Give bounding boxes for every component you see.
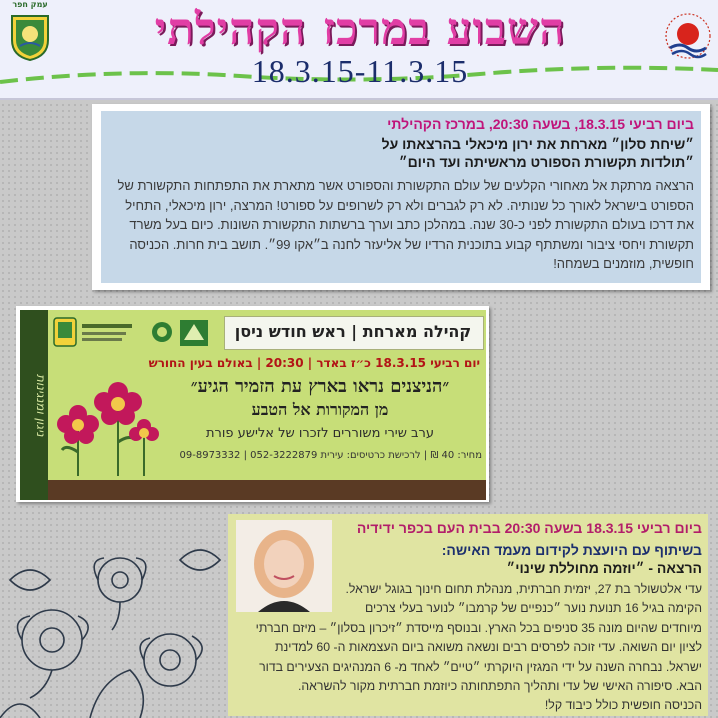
event2-ground-strip [48,480,486,500]
flowers-illustration-icon [50,372,160,480]
event3-body [236,580,702,716]
event2-banner-label: קהילה מארחת | ראש חודש ניסן [234,322,472,341]
event2-side-strip-label: ניגון ומנגינות [34,373,48,437]
event3-date-line: ביום רביעי 18.3.15 בשעה 20:30 בבית העם בכפר ידידיה [356,520,702,536]
event2-sponsor-logos-icon [52,316,212,350]
event1-description: הרצאה מרתקת אל מאחורי הקלעים של עולם התקשורת והספורט אשר מתארת את התפתחות התקשורת של הספורט בישראל לאורך כל שנותיה. לא רק לגברים ולא רק לשרופים על ספורט! המרצה, ירון מיכאלי, התחיל את דרכו בעולם התקשורת לפני כ-30 שנה. במהלכן כתב וערך ברשתות התקשורת השונות. כיום בעל משרד תקשורת ויחסי ציבור ומשתתף קבוע בתוכנית הרדיו של אליעזר לחנה ב״אקו 99״. תושב בית חרות. הכניסה חופשית, מוזמנים בשמחה! [117,178,694,271]
event2-tickets-line: מחיר: 40 ₪ | לרכישת כרטיסים: עירית 052-3222879 | 09-8973332 [179,450,482,461]
event2-subtitle: מן המקורות אל הטבע [251,400,389,419]
community-center-logo-icon [660,4,716,76]
event1-host-line: ״שיחת סלון״ מארחת את ירון מיכאלי בהרצאתו על [381,136,694,152]
page-title: השבוע במרכז הקהילתי [154,4,566,55]
event2-date-line: יום רביעי 18.3.15 כ״ז באדר | 20:30 | באולם בעין החורש [148,356,480,370]
event3-footer: הכניסה חופשית כולל כיבוד קל! [544,698,702,713]
event2-title: ״הניצנים נראו בארץ עת הזמיר הגיע״ [190,376,450,397]
date-range: 18.3.15-11.3.15 [251,53,469,89]
line-art-flowers-icon [0,520,226,718]
event3-description: עדי אלטשולר בת 27, יזמית חברתית, מנהלת תחום חינוך בגוגל ישראל. הקימה בגיל 16 תנועת נוער ״כנפיים של קרמבו״ לנוער בעלי צרכים מיוחדים שהיום מונה 35 סניפים בכל הארץ. ובנוסף מייסדת ״זיכרון בסלון״ – מיזם חברתי לציון יום השואה. עדי זוכה לפרסים רבים ונשאה משואה ביום העצמאות ה- 60 למדינת ישראל. נבחרה השנה על ידי המגזין היוקרתי ״טיים״ לאחד מ- 6 המנהיגים הצעירים בדור הבא. סיפורה האישי של עדי ותהליך התפתחותה כיוזמת חברתית מקור להשראה. [255,582,702,694]
event1-lecture-title: ״תולדות תקשורת הספורט מראשיתה ועד היום״ [398,154,694,170]
event3-partner-line: בשיתוף עם היועצת לקידום מעמד האישה: [441,542,702,558]
event2-description: ערב שירי משוררים לזכרו של אלישע פורת [205,426,435,441]
logo-left-label: עמק חפר [12,0,48,9]
event1-date-line: ביום רביעי 18.3.15, בשעה 20:30, במרכז הקהילתי [387,116,694,132]
emek-hefer-logo-icon [8,6,52,62]
event3-lecture-title: הרצאה - ״יוזמה מחוללת שינוי״ [506,560,702,576]
